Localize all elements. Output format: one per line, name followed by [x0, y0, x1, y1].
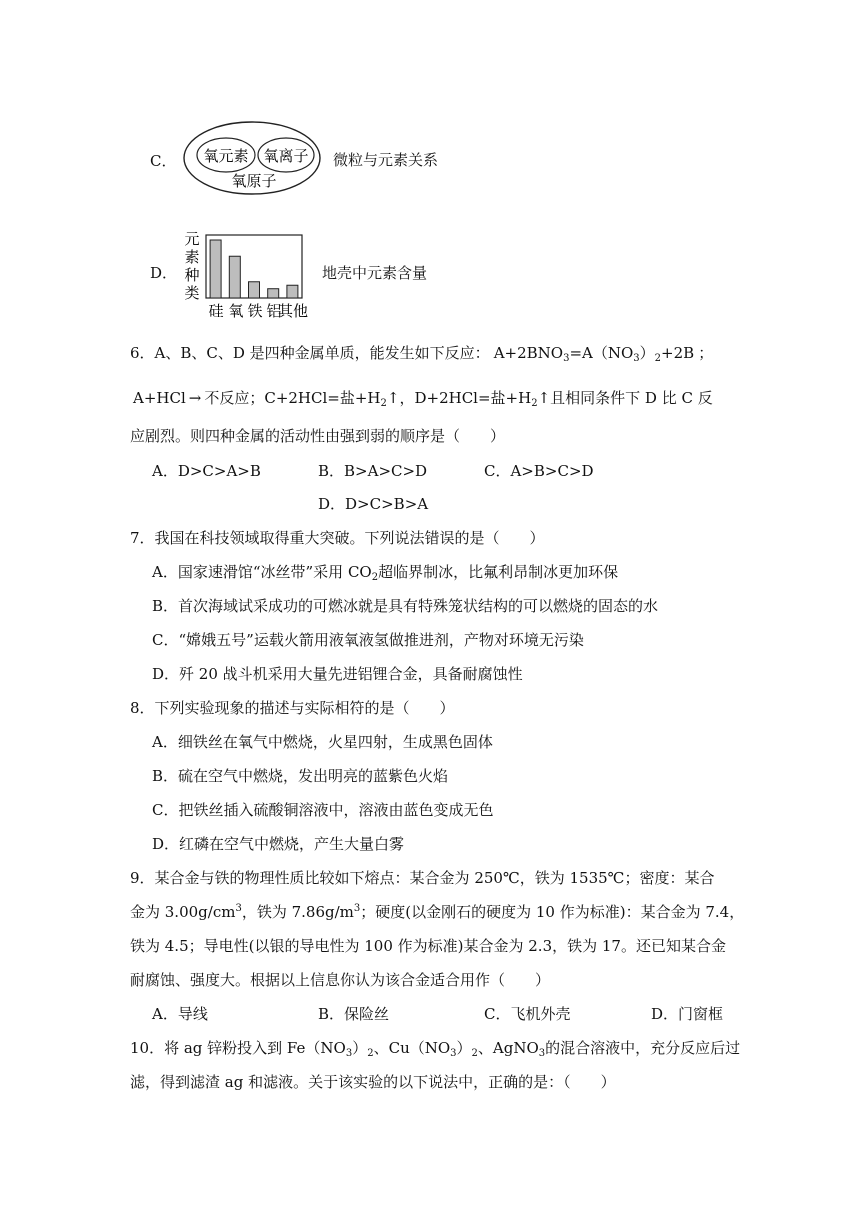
q7-option-c: C．“嫦娥五号”运载火箭用液氧液氢做推进剂，产物对环境无污染 [152, 631, 584, 649]
y-label-char-4: 类 [184, 284, 200, 302]
oxygen-ion-label: 氧离子 [263, 147, 309, 165]
bar-1 [229, 256, 240, 298]
q9-line-4: 耐腐蚀、强度大。根据以上信息你认为该合金适合用作（ ） [130, 971, 551, 989]
q9-line-2: 金为 $3.00g/cm^3$，铁为 $7.86g/m^3$；硬度(以金刚石的硬度为 10 作为标准)：某合金为 7.4， [130, 903, 745, 921]
q8-option-b: B．硫在空气中燃烧，发出明亮的蓝紫色火焰 [152, 767, 449, 785]
q7-stem: 7．我国在科技领域取得重大突破。下列说法错误的是（ ） [130, 529, 545, 547]
oxygen-element-label: 氧元素 [203, 147, 249, 165]
crust-element-chart [180, 228, 312, 320]
option-d-caption: 地壳中元素含量 [322, 264, 428, 282]
x-tick-label-1: 氧 [228, 302, 244, 320]
bar-4 [287, 285, 298, 298]
x-tick-label-3: 铝 [266, 302, 282, 320]
bar-0 [210, 240, 221, 298]
particle-element-diagram [182, 120, 322, 196]
q6-line-1: 6．A、B、C、D 是四种金属单质，能发生如下反应： $A+2BNO_3=A(NO_3)_2+2B$ ； [130, 344, 714, 364]
oxygen-atom-label: 氧原子 [231, 172, 277, 190]
y-label-char-3: 种 [184, 266, 200, 284]
q9-option-d: D．门窗框 [651, 1005, 724, 1023]
q10-line-1: 10．将 ag 锌粉投入到 $Fe(NO_3)_2$、$Cu(NO_3)_2$、AgNO$_3$的混合溶液中，充分反应后过 [130, 1039, 741, 1059]
q6-option-c: C．A>B>C>D [484, 462, 594, 480]
q7-option-d: D．歼 20 战斗机采用大量先进铝锂合金，具备耐腐蚀性 [152, 665, 523, 683]
q10-line-2: 滤，得到滤渣 ag 和滤液。关于该实验的以下说法中，正确的是：（ ） [130, 1073, 616, 1091]
x-tick-label-2: 铁 [247, 302, 263, 320]
q7-option-a: A．国家速滑馆“冰丝带”采用 $CO_2$超临界制冰，比氟利昂制冰更加环保 [152, 563, 619, 583]
option-d-letter: D． [150, 264, 178, 282]
q6-option-a: A．D>C>A>B [152, 462, 261, 480]
q6-option-b: B．B>A>C>D [318, 462, 428, 480]
q6-line-2: A+HCl → 不反应；C+2HCl=盐$+H_2↑$，D+2HCl=盐$+H_2↑$且相同条件下 D 比 C 反 [133, 389, 713, 409]
x-tick-label-0: 硅 [208, 302, 224, 320]
y-label-char-2: 素 [184, 248, 200, 266]
q8-option-a: A．细铁丝在氧气中燃烧，火星四射，生成黑色固体 [152, 733, 493, 751]
q8-option-c: C．把铁丝插入硫酸铜溶液中，溶液由蓝色变成无色 [152, 801, 494, 819]
q6-option-d: D．D>C>B>A [318, 495, 429, 513]
bar-2 [249, 282, 260, 298]
q9-line-3: 铁为 4.5；导电性(以银的导电性为 100 作为标准)某合金为 2.3，铁为 17。还已知某合金 [130, 937, 726, 955]
q9-option-b: B．保险丝 [318, 1005, 390, 1023]
y-label-char-1: 元 [184, 230, 200, 248]
option-c-caption: 微粒与元素关系 [333, 151, 439, 169]
q8-stem: 8．下列实验现象的描述与实际相符的是（ ） [130, 699, 455, 717]
x-tick-label-4: 其他 [277, 302, 309, 320]
q6-line-3: 应剧烈。则四种金属的活动性由强到弱的顺序是（ ） [130, 427, 506, 445]
q8-option-d: D．红磷在空气中燃烧，产生大量白雾 [152, 835, 405, 853]
q9-option-a: A．导线 [152, 1005, 208, 1023]
q9-option-c: C．飞机外壳 [484, 1005, 571, 1023]
option-c-letter: C． [150, 152, 177, 170]
q7-option-b: B．首次海域试采成功的可燃冰就是具有特殊笼状结构的可以燃烧的固态的水 [152, 597, 659, 615]
q9-line-1: 9．某合金与铁的物理性质比较如下熔点：某合金为 250℃，铁为 1535℃；密度：某合 [130, 869, 715, 887]
bar-3 [268, 289, 279, 298]
